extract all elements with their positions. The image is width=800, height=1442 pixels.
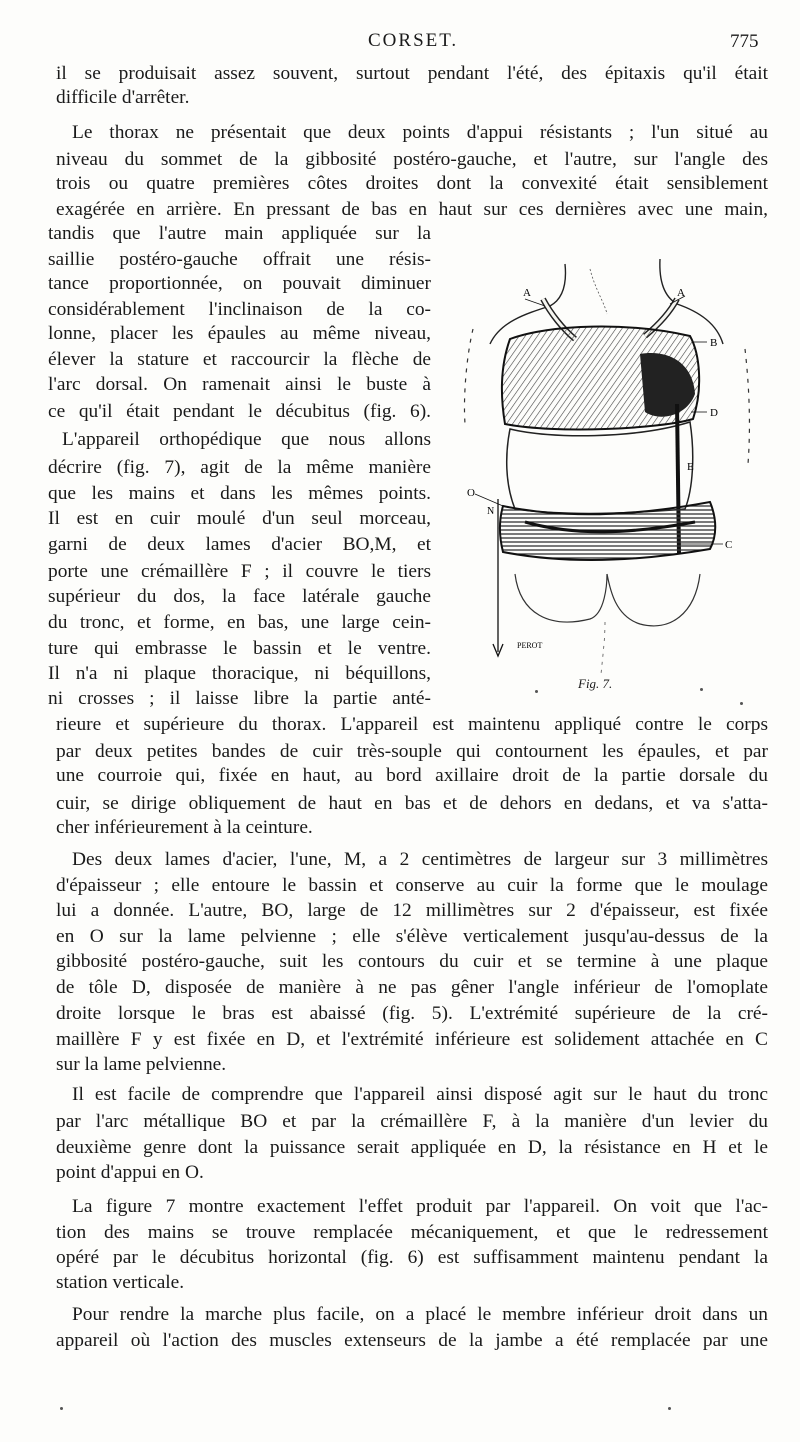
text-line: trois ou quatre premières côtes droites dont la convexité était sensiblement [56, 173, 768, 194]
text-line: supérieur du dos, la face latérale gauche [48, 586, 431, 607]
text-line: considérablement l'inclinaison de la co- [48, 299, 431, 320]
text-line: maillère F y est fixée en D, et l'extrémité inférieure est solidement attachée en C [56, 1029, 768, 1050]
label-N: N [487, 506, 495, 517]
text-line: ce qu'il était pendant le décubitus (fig. 6). [48, 401, 431, 422]
page-number: 775 [730, 31, 759, 52]
label-A-left: A [523, 287, 531, 299]
text-line: cuir, se dirige obliquement de haut en bas et de dehors en dedans, et va s'atta- [56, 793, 768, 814]
left-buttock-contour [515, 574, 607, 622]
left-arm-contour [464, 329, 473, 424]
text-line: difficile d'arrêter. [56, 87, 190, 108]
text-line: l'arc dorsal. On ramenait ainsi le buste à [48, 374, 431, 395]
text-line: opéré par le décubitus horizontal (fig. 6) est suffisamment maintenu pendant la [56, 1247, 768, 1268]
text-line: rieure et supérieure du thorax. L'appareil est maintenu appliqué contre le corps [56, 714, 768, 735]
text-line: appareil où l'action des muscles extenseurs de la jambe a été remplacée par une [56, 1330, 768, 1351]
text-line: Le thorax ne présentait que deux points d'appui résistants ; l'un situé au [72, 122, 768, 143]
text-line: tion des mains se trouve remplacée mécaniquement, et que le redressement [56, 1222, 768, 1243]
text-line: d'épaisseur ; elle entoure le bassin et conserve au cuir la forme que le moulage [56, 875, 768, 896]
figure-7-illustration [455, 244, 760, 704]
text-line: Il est facile de comprendre que l'appareil ainsi disposé agit sur le haut du tronc [72, 1084, 768, 1105]
label-E: E [687, 461, 694, 473]
text-line: Il n'a ni plaque thoracique, ni béquillons, [48, 663, 431, 684]
text-line: de tôle D, disposée de manière à ne pas gêner l'angle inférieur de l'omoplate [56, 977, 768, 998]
print-speck [60, 1407, 63, 1410]
text-line: station verticale. [56, 1272, 185, 1293]
text-line: il se produisait assez souvent, surtout pendant l'été, des épitaxis qu'il était [56, 63, 768, 84]
open-back-area [507, 422, 693, 514]
print-speck [700, 688, 703, 691]
engraver-signature: PEROT [517, 641, 543, 650]
label-C: C [725, 539, 733, 551]
running-title: CORSET. [368, 30, 459, 51]
text-line: par deux petites bandes de cuir très-souple qui contournent les épaules, et par [56, 741, 768, 762]
text-line: porte une crémaillère F ; il couvre le tiers [48, 561, 431, 582]
label-O: O [467, 487, 475, 499]
text-line: Pour rendre la marche plus facile, on a placé le membre inférieur droit dans un [72, 1304, 768, 1325]
label-B: B [710, 337, 718, 349]
text-line: du tronc, et forme, en bas, une large cein- [48, 612, 431, 633]
text-line: tance proportionnée, on pouvait diminuer [48, 273, 431, 294]
text-line: élever la stature et raccourcir la flèche de [48, 349, 431, 370]
text-line: L'appareil orthopédique que nous allons [62, 429, 431, 450]
text-line: saillie postéro-gauche offrait une résis- [48, 249, 431, 270]
text-line: une courroie qui, fixée en haut, au bord axillaire droit de la partie dorsale du [56, 765, 768, 786]
text-line: exagérée en arrière. En pressant de bas en haut sur ces dernières avec une main, [56, 199, 768, 220]
text-line: Des deux lames d'acier, l'une, M, a 2 centimètres de largeur sur 3 millimètres [72, 849, 768, 870]
text-line: gibbosité postéro-gauche, suit les contours du cuir et se termine à une plaque [56, 951, 768, 972]
print-speck [740, 702, 743, 705]
text-line: tandis que l'autre main appliquée sur la [48, 223, 431, 244]
right-buttock-contour [607, 574, 700, 626]
text-line: décrire (fig. 7), agit de la même manière [48, 457, 431, 478]
label-D: D [710, 407, 718, 419]
text-line: que les mains et dans les mêmes points. [48, 483, 431, 504]
text-line: niveau du sommet de la gibbosité postéro-gauche, et l'autre, sur l'angle des [56, 149, 768, 170]
figure-caption: Fig. 7. [578, 676, 613, 691]
text-line: ture qui embrasse le bassin et le ventre. [48, 638, 431, 659]
text-line: lui a donnée. L'autre, BO, large de 12 millimètres sur 2 d'épaisseur, est fixée [56, 900, 768, 921]
text-line: deuxième genre dont la puissance serait appliquée en D, la résistance en H et le [56, 1137, 768, 1158]
text-line: point d'appui en O. [56, 1162, 204, 1183]
text-line: sur la lame pelvienne. [56, 1054, 227, 1075]
text-line: Il est en cuir moulé d'un seul morceau, [48, 508, 431, 529]
text-line: lonne, placer les épaules au même niveau, [48, 323, 431, 344]
text-line: ni crosses ; il laisse libre la partie anté- [48, 688, 431, 709]
text-line: droite lorsque le bras est abaissé (fig. 5). L'extrémité supérieure de la cré- [56, 1003, 768, 1024]
text-line: en O sur la lame pelvienne ; elle s'élève verticalement jusqu'au-dessus de la [56, 926, 768, 947]
print-speck [668, 1407, 671, 1410]
running-head [0, 30, 800, 54]
text-line: cher inférieurement à la ceinture. [56, 817, 313, 838]
label-A-right: A [677, 287, 685, 299]
right-arm-contour [745, 349, 749, 464]
text-line: par l'arc métallique BO et par la crémaillère F, à la manière d'un levier du [56, 1111, 768, 1132]
text-line: La figure 7 montre exactement l'effet produit par l'appareil. On voit que l'ac- [72, 1196, 768, 1217]
text-line: garni de deux lames d'acier BO,M, et [48, 534, 431, 555]
print-speck [535, 690, 538, 693]
corset-engraving [455, 244, 760, 704]
